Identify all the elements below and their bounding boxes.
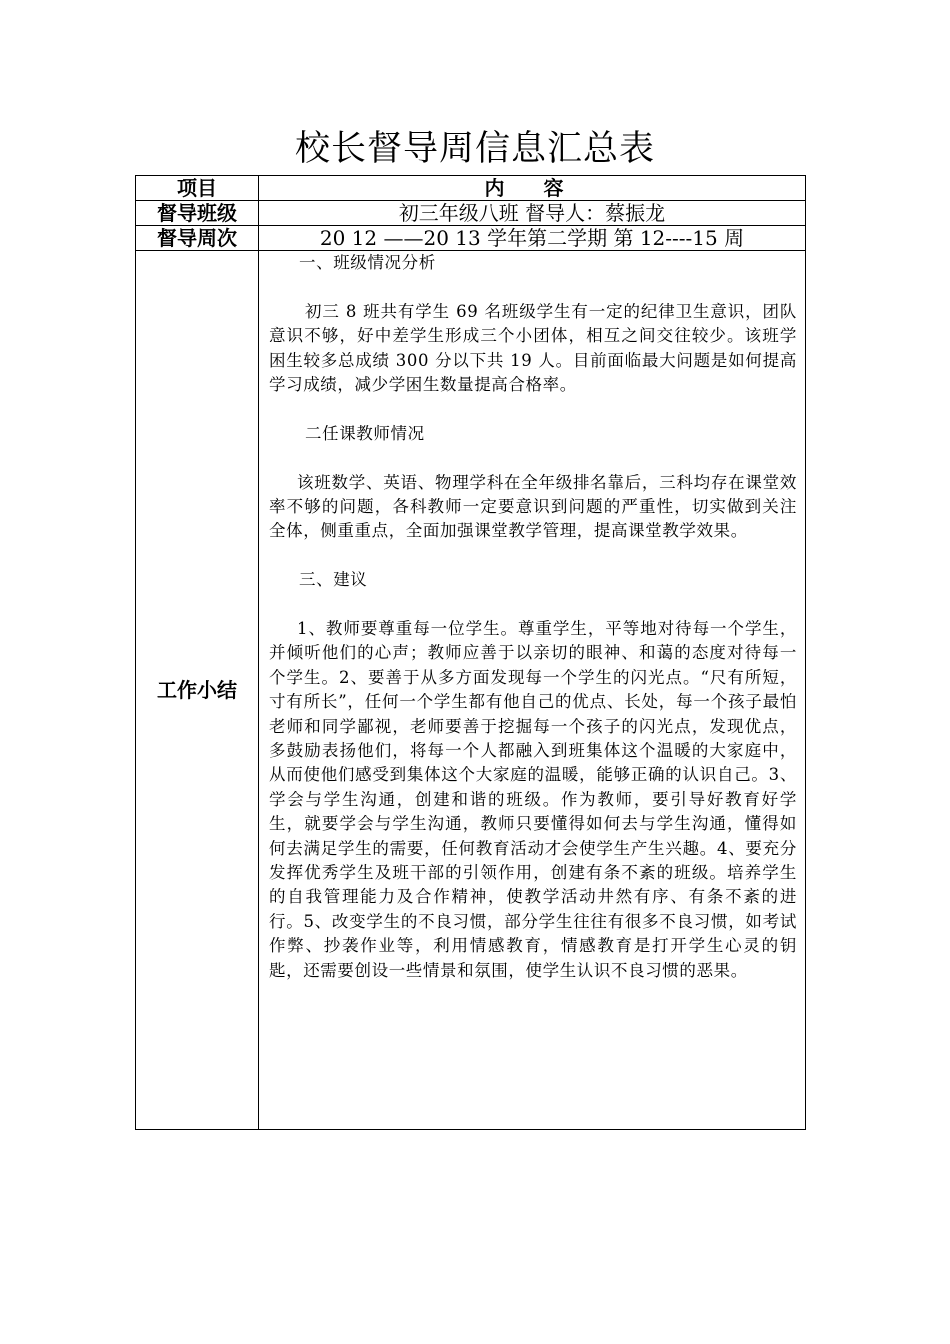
summary-label: 工作小结 [136,251,259,1130]
table-header-row [136,176,806,201]
paragraph-teachers: 该班数学、英语、物理学科在全年级排名靠后，三科均存在课堂效率不够的问题，各科教师一定要意识到问题的严重性，切实做到关注全体，侧重重点，全面加强课堂教学管理，提高课堂教学效果。 [269,472,797,541]
class-label: 督导班级 [136,201,259,226]
section-heading-teachers: 二任课教师情况 [305,423,425,443]
week-label: 督导周次 [136,226,259,251]
page-title: 校长督导周信息汇总表 [294,129,655,169]
summary-row [136,251,806,1130]
summary-table [135,175,806,1130]
class-value: 初三年级八班 督导人：蔡振龙 [259,201,806,226]
summary-content [259,251,806,1130]
section-heading-class-analysis: 一、班级情况分析 [299,253,436,272]
week-value: 20 12 ——20 13 学年第二学期 第 12----15 周 [259,226,806,251]
item-column-header: 项目 [136,176,259,201]
class-row [136,201,806,226]
paragraph-class-analysis: 初三 8 班共有学生 69 名班级学生有一定的纪律卫生意识，团队意识不够，好中差学生形成三个小团体，相互之间交往较少。该班学困生较多总成绩 300 分以下共 19 人。目前面临最大问题是如何提高学习成绩，减少学困生数量提高合格率。 [269,301,797,395]
content-column-header: 内 容 [259,176,806,201]
week-row [136,226,806,251]
section-heading-suggestions: 三、建议 [299,570,368,590]
paragraph-suggestions: 1、教师要尊重每一位学生。尊重学生，平等地对待每一个学生，并倾听他们的心声；教师应善于以亲切的眼神、和蔼的态度对待每一个学生。2、要善于从多方面发现每一个学生的闪光点。“尺有所短，寸有所长”，任何一个学生都有他自己的优点、长处，每一个孩子最怕老师和同学鄙视，老师要善于挖掘每一个孩子的闪光点，发现优点，多鼓励表扬他们，将每一个人都融入到班集体这个温暖的大家庭中，从而使他们感受到集体这个大家庭的温暖，能够正确的认识自己。3、学会与学生沟通，创建和谐的班级。作为教师，要引导好教育好学生，就要学会与学生沟通，教师只要懂得如何去与学生沟通，懂得如何去满足学生的需要，任何教育活动才会使学生产生兴趣。4、要充分发挥优秀学生及班干部的引领作用，创建有条不紊的班级。培养学生的自我管理能力及合作精神，使教学活动井然有序、有条不紊的进行。5、改变学生的不良习惯，部分学生往往有很多不良习惯，如考试作弊、抄袭作业等，利用情感教育，情感教育是打开学生心灵的钥匙，还需要创设一些情景和氛围，使学生认识不良习惯的恶果。 [269,619,797,980]
